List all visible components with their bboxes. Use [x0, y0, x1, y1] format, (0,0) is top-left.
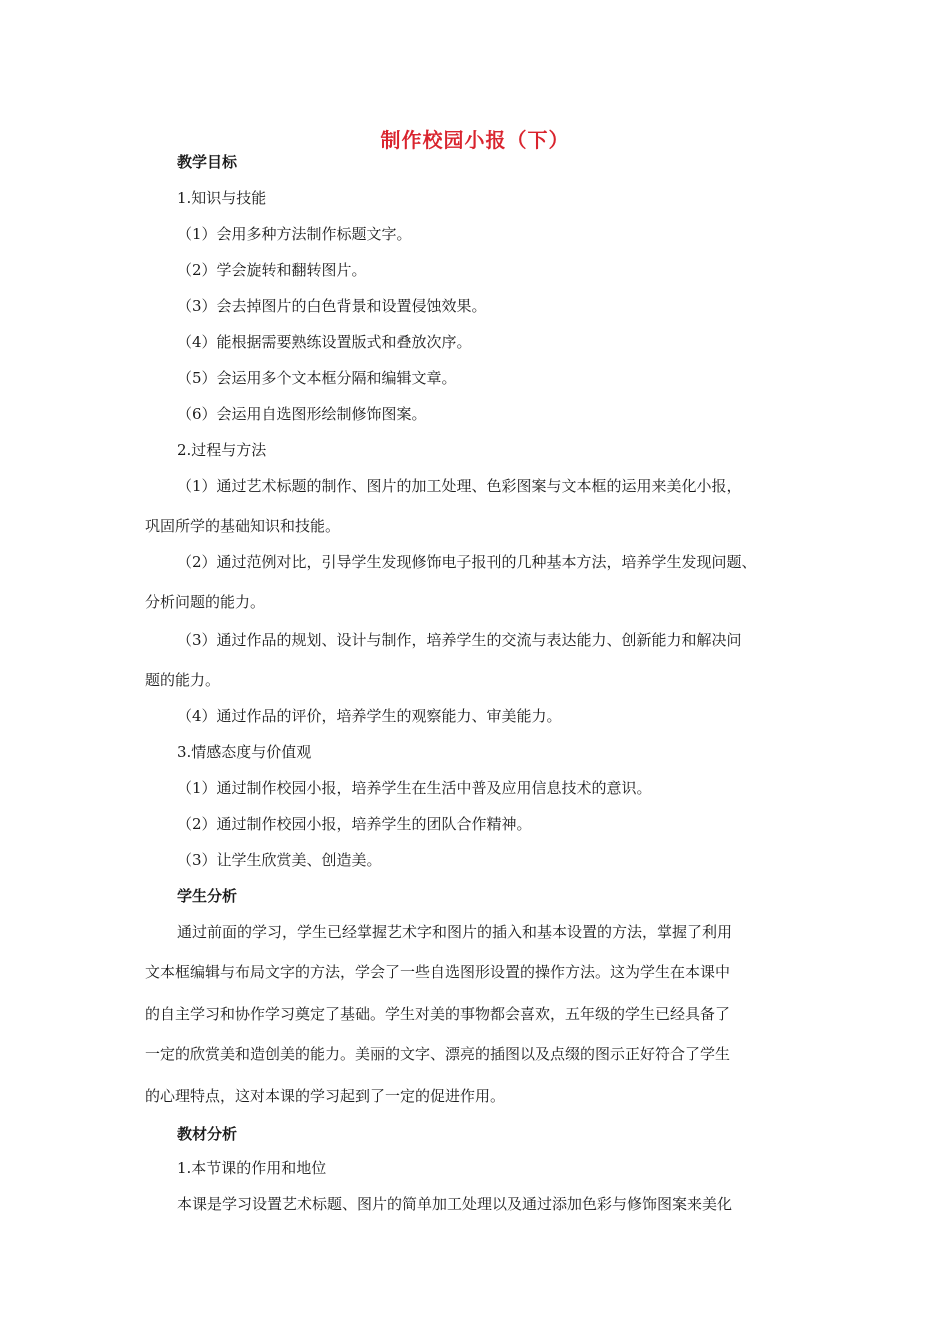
- paragraph-line: （6）会运用自选图形绘制修饰图案。: [177, 405, 427, 423]
- paragraph-line: （4）通过作品的评价，培养学生的观察能力、审美能力。: [177, 707, 562, 725]
- paragraph-line: 题的能力。: [145, 671, 221, 689]
- paragraph-line: （2）通过范例对比，引导学生发现修饰电子报刊的几种基本方法，培养学生发现问题、: [177, 553, 757, 571]
- paragraph-line: 巩固所学的基础知识和技能。: [145, 517, 341, 535]
- paragraph-line: 文本框编辑与布局文字的方法，学会了一些自选图形设置的操作方法。这为学生在本课中: [145, 963, 731, 981]
- paragraph-line: 的自主学习和协作学习奠定了基础。学生对美的事物都会喜欢，五年级的学生已经具备了: [145, 1005, 731, 1023]
- paragraph-line: （3）让学生欣赏美、创造美。: [177, 851, 382, 869]
- subheading-attitudes-values: 3.情感态度与价值观: [177, 743, 312, 761]
- paragraph-line: （3）通过作品的规划、设计与制作，培养学生的交流与表达能力、创新能力和解决问: [177, 631, 742, 649]
- subheading-knowledge-skills: 1.知识与技能: [177, 189, 267, 207]
- paragraph-line: （2）通过制作校园小报，培养学生的团队合作精神。: [177, 815, 532, 833]
- heading-student-analysis: 学生分析: [177, 887, 238, 905]
- paragraph-line: 一定的欣赏美和造创美的能力。美丽的文字、漂亮的插图以及点缀的图示正好符合了学生: [145, 1045, 731, 1063]
- paragraph-line: （4）能根据需要熟练设置版式和叠放次序。: [177, 333, 472, 351]
- page-title: 制作校园小报（下）: [380, 128, 570, 152]
- paragraph-line: 分析问题的能力。: [145, 593, 266, 611]
- paragraph-line: （3）会去掉图片的白色背景和设置侵蚀效果。: [177, 297, 487, 315]
- heading-material-analysis: 教材分析: [177, 1125, 238, 1143]
- heading-teaching-goals: 教学目标: [177, 153, 238, 171]
- paragraph-line: （1）通过制作校园小报，培养学生在生活中普及应用信息技术的意识。: [177, 779, 652, 797]
- paragraph-line: （5）会运用多个文本框分隔和编辑文章。: [177, 369, 457, 387]
- paragraph-line: （1）通过艺术标题的制作、图片的加工处理、色彩图案与文本框的运用来美化小报，: [177, 477, 742, 495]
- paragraph-line: 本课是学习设置艺术标题、图片的简单加工处理以及通过添加色彩与修饰图案来美化: [177, 1195, 733, 1213]
- paragraph-line: （2）学会旋转和翻转图片。: [177, 261, 367, 279]
- paragraph-line: 的心理特点，这对本课的学习起到了一定的促进作用。: [145, 1087, 506, 1105]
- paragraph-line: （1）会用多种方法制作标题文字。: [177, 225, 412, 243]
- subheading-process-methods: 2.过程与方法: [177, 441, 267, 459]
- paragraph-line: 通过前面的学习，学生已经掌握艺术字和图片的插入和基本设置的方法，掌握了利用: [177, 923, 733, 941]
- subheading-role-position: 1.本节课的作用和地位: [177, 1159, 327, 1177]
